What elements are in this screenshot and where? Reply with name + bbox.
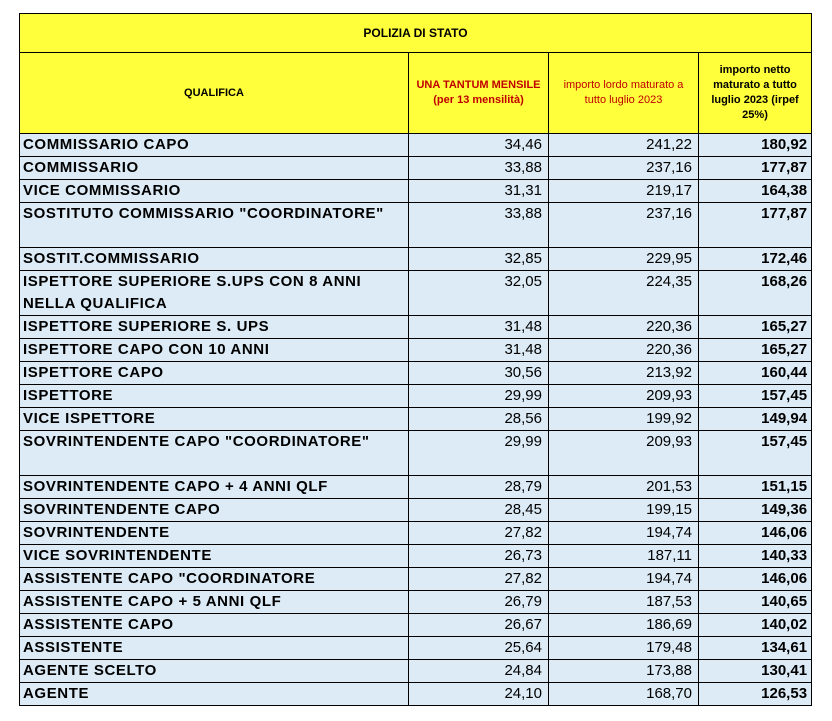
header-qualifica: QUALIFICA xyxy=(20,53,409,134)
netto-cell: 180,92 xyxy=(699,134,812,157)
una-tantum-cell: 31,48 xyxy=(409,339,549,362)
netto-cell: 172,46 xyxy=(699,248,812,271)
netto-cell: 146,06 xyxy=(699,522,812,545)
lordo-cell: 187,53 xyxy=(549,591,699,614)
netto-cell: 177,87 xyxy=(699,203,812,248)
qualifica-cell: SOVRINTENDENTE xyxy=(20,522,409,545)
header-una-tantum: UNA TANTUM MENSILE (per 13 mensilità) xyxy=(409,53,549,134)
lordo-cell: 201,53 xyxy=(549,476,699,499)
qualifica-cell: VICE SOVRINTENDENTE xyxy=(20,545,409,568)
table-row xyxy=(20,614,812,637)
table-row xyxy=(20,683,812,706)
una-tantum-cell: 32,85 xyxy=(409,248,549,271)
qualifica-cell: SOSTITUTO COMMISSARIO "COORDINATORE" xyxy=(20,203,409,248)
table-row xyxy=(20,408,812,431)
qualifica-cell: SOVRINTENDENTE CAPO + 4 ANNI QLF xyxy=(20,476,409,499)
lordo-cell: 209,93 xyxy=(549,431,699,476)
qualifica-cell: ISPETTORE CAPO CON 10 ANNI xyxy=(20,339,409,362)
netto-cell: 160,44 xyxy=(699,362,812,385)
lordo-cell: 219,17 xyxy=(549,180,699,203)
table-row xyxy=(20,248,812,271)
salary-table-sheet xyxy=(19,13,811,710)
table-row xyxy=(20,385,812,408)
table-title: POLIZIA DI STATO xyxy=(20,14,812,53)
una-tantum-cell: 26,67 xyxy=(409,614,549,637)
qualifica-cell: ASSISTENTE CAPO "COORDINATORE xyxy=(20,568,409,591)
netto-cell: 130,41 xyxy=(699,660,812,683)
qualifica-cell: COMMISSARIO xyxy=(20,157,409,180)
una-tantum-cell: 28,79 xyxy=(409,476,549,499)
netto-cell: 149,36 xyxy=(699,499,812,522)
table-row xyxy=(20,660,812,683)
una-tantum-cell: 24,84 xyxy=(409,660,549,683)
lordo-cell: 186,69 xyxy=(549,614,699,637)
qualifica-cell: SOVRINTENDENTE CAPO xyxy=(20,499,409,522)
table-row xyxy=(20,134,812,157)
table-row xyxy=(20,203,812,248)
una-tantum-cell: 32,05 xyxy=(409,271,549,316)
una-tantum-cell: 24,10 xyxy=(409,683,549,706)
header-lordo: importo lordo maturato a tutto luglio 2023 xyxy=(549,53,699,134)
lordo-cell: 187,11 xyxy=(549,545,699,568)
netto-cell: 157,45 xyxy=(699,431,812,476)
lordo-cell: 220,36 xyxy=(549,316,699,339)
lordo-cell: 173,88 xyxy=(549,660,699,683)
lordo-cell: 224,35 xyxy=(549,271,699,316)
netto-cell: 134,61 xyxy=(699,637,812,660)
lordo-cell: 209,93 xyxy=(549,385,699,408)
netto-cell: 151,15 xyxy=(699,476,812,499)
una-tantum-cell: 31,48 xyxy=(409,316,549,339)
qualifica-cell: AGENTE SCELTO xyxy=(20,660,409,683)
netto-cell: 165,27 xyxy=(699,339,812,362)
una-tantum-cell: 26,73 xyxy=(409,545,549,568)
una-tantum-cell: 25,64 xyxy=(409,637,549,660)
netto-cell: 149,94 xyxy=(699,408,812,431)
una-tantum-cell: 29,99 xyxy=(409,385,549,408)
table-row xyxy=(20,591,812,614)
netto-cell: 146,06 xyxy=(699,568,812,591)
qualifica-cell: COMMISSARIO CAPO xyxy=(20,134,409,157)
netto-cell: 126,53 xyxy=(699,683,812,706)
qualifica-cell: AGENTE xyxy=(20,683,409,706)
netto-cell: 140,33 xyxy=(699,545,812,568)
table-row xyxy=(20,316,812,339)
table-row xyxy=(20,362,812,385)
netto-cell: 164,38 xyxy=(699,180,812,203)
qualifica-cell: VICE COMMISSARIO xyxy=(20,180,409,203)
qualifica-cell: ASSISTENTE xyxy=(20,637,409,660)
lordo-cell: 199,15 xyxy=(549,499,699,522)
netto-cell: 140,02 xyxy=(699,614,812,637)
netto-cell: 157,45 xyxy=(699,385,812,408)
una-tantum-cell: 29,99 xyxy=(409,431,549,476)
netto-cell: 177,87 xyxy=(699,157,812,180)
una-tantum-cell: 27,82 xyxy=(409,568,549,591)
lordo-cell: 194,74 xyxy=(549,522,699,545)
lordo-cell: 241,22 xyxy=(549,134,699,157)
una-tantum-cell: 27,82 xyxy=(409,522,549,545)
table-row xyxy=(20,180,812,203)
lordo-cell: 168,70 xyxy=(549,683,699,706)
netto-cell: 168,26 xyxy=(699,271,812,316)
table-row xyxy=(20,637,812,660)
qualifica-cell: VICE ISPETTORE xyxy=(20,408,409,431)
netto-cell: 140,65 xyxy=(699,591,812,614)
lordo-cell: 229,95 xyxy=(549,248,699,271)
qualifica-cell: ISPETTORE SUPERIORE S. UPS xyxy=(20,316,409,339)
lordo-cell: 213,92 xyxy=(549,362,699,385)
una-tantum-cell: 34,46 xyxy=(409,134,549,157)
una-tantum-cell: 28,56 xyxy=(409,408,549,431)
una-tantum-cell: 28,45 xyxy=(409,499,549,522)
table-row xyxy=(20,499,812,522)
qualifica-cell: SOVRINTENDENTE CAPO "COORDINATORE" xyxy=(20,431,409,476)
qualifica-cell: ISPETTORE xyxy=(20,385,409,408)
table-row xyxy=(20,476,812,499)
lordo-cell: 199,92 xyxy=(549,408,699,431)
header-row xyxy=(20,53,812,134)
header-netto: importo netto maturato a tutto luglio 2023 (irpef 25%) xyxy=(699,53,812,134)
lordo-cell: 237,16 xyxy=(549,203,699,248)
una-tantum-cell: 26,79 xyxy=(409,591,549,614)
qualifica-cell: ISPETTORE CAPO xyxy=(20,362,409,385)
qualifica-cell: SOSTIT.COMMISSARIO xyxy=(20,248,409,271)
lordo-cell: 179,48 xyxy=(549,637,699,660)
table-row xyxy=(20,157,812,180)
table-row xyxy=(20,568,812,591)
una-tantum-cell: 30,56 xyxy=(409,362,549,385)
table-row xyxy=(20,339,812,362)
una-tantum-cell: 33,88 xyxy=(409,203,549,248)
netto-cell: 165,27 xyxy=(699,316,812,339)
table-row xyxy=(20,545,812,568)
qualifica-cell: ASSISTENTE CAPO xyxy=(20,614,409,637)
table-row xyxy=(20,271,812,316)
lordo-cell: 237,16 xyxy=(549,157,699,180)
lordo-cell: 194,74 xyxy=(549,568,699,591)
table-row xyxy=(20,431,812,476)
salary-table xyxy=(19,13,812,706)
lordo-cell: 220,36 xyxy=(549,339,699,362)
title-row xyxy=(20,14,812,53)
qualifica-cell: ASSISTENTE CAPO + 5 ANNI QLF xyxy=(20,591,409,614)
una-tantum-cell: 31,31 xyxy=(409,180,549,203)
una-tantum-cell: 33,88 xyxy=(409,157,549,180)
table-row xyxy=(20,522,812,545)
qualifica-cell: ISPETTORE SUPERIORE S.UPS CON 8 ANNI NELLA QUALIFICA xyxy=(20,271,409,316)
